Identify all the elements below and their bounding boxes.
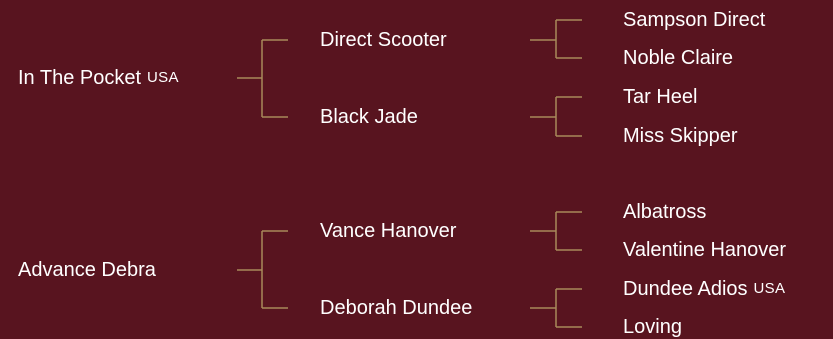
sire-country: USA [147,69,179,86]
sire-sire-dam-name-label: Noble Claire [623,47,734,69]
dam-dam-name [320,296,472,320]
dam-sire-dam-name-label: Valentine Hanover [623,239,787,261]
sire-dam-dam-name-label: Miss Skipper [623,125,738,147]
sire-name-label: In The Pocket [18,67,142,89]
dam-dam-dam-name [623,315,682,339]
sire-dam-sire-name-label: Tar Heel [623,86,698,108]
dam-dam-sire-country: USA [753,280,786,297]
sire-dam-sire-name [623,85,697,109]
sire-dam-name [320,105,418,129]
sire-sire-sire-name-label: Sampson Direct [623,9,766,31]
dam-sire-name-label: Vance Hanover [320,220,457,242]
connector-dam-dam-parents [530,289,582,327]
sire-sire-dam-name [623,46,733,70]
dam-sire-sire-name-label: Albatross [623,201,707,223]
sire-dam-dam-name [623,124,737,148]
dam-name [18,258,156,282]
connector-dam-sire-parents [530,212,582,250]
dam-name-label: Advance Debra [18,259,156,281]
dam-dam-sire-name-label: Dundee Adios [623,278,748,300]
dam-dam-sire-name [623,277,785,301]
dam-sire-sire-name [623,200,706,224]
sire-dam-name-label: Black Jade [320,106,418,128]
sire-name [18,66,179,90]
dam-dam-name-label: Deborah Dundee [320,297,473,319]
dam-dam-dam-name-label: Loving [623,316,682,338]
connector-sire-dam-parents [530,97,582,136]
connector-sire-sire-parents [530,20,582,58]
sire-sire-name [320,28,447,52]
connector-sire-parents [237,40,288,117]
sire-sire-name-label: Direct Scooter [320,29,447,51]
connector-dam-parents [237,231,288,308]
dam-sire-dam-name [623,238,786,262]
sire-sire-sire-name [623,8,765,32]
dam-sire-name [320,219,456,243]
